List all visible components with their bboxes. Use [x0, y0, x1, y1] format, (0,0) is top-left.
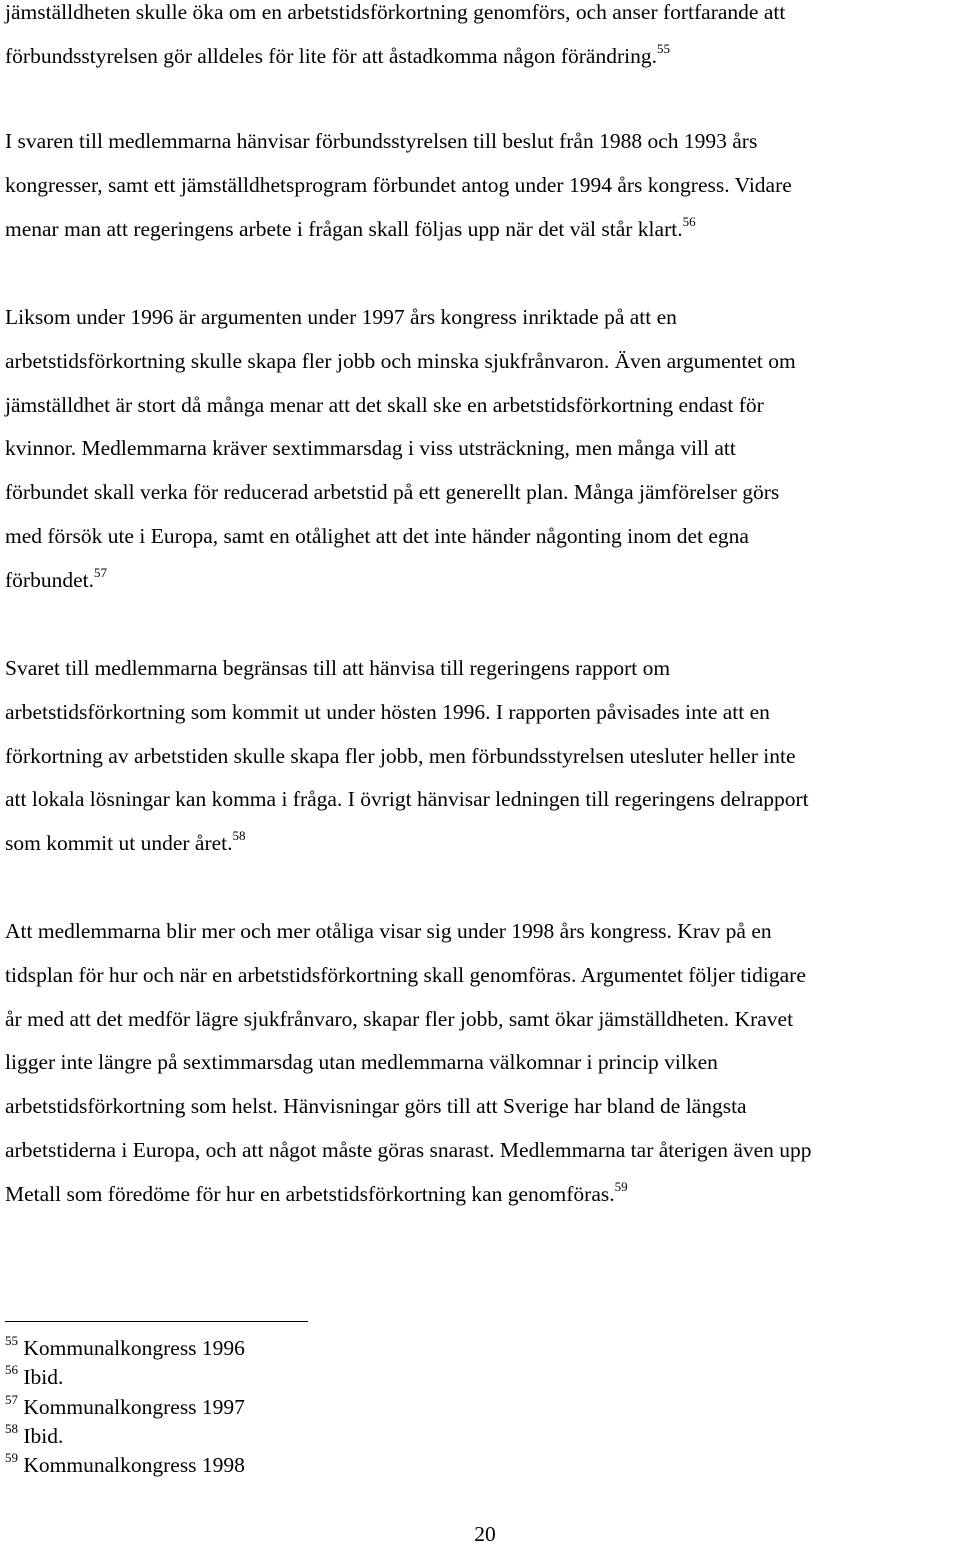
- paragraph-5: [5, 910, 960, 1217]
- paragraph-line: kvinnor. Medlemmarna kräver sextimmarsdag i viss utsträckning, men många vill att: [5, 436, 736, 461]
- footnote-reference[interactable]: 56: [682, 213, 696, 229]
- paragraph-line: förbundet.: [5, 567, 94, 592]
- page-number: 20: [474, 1522, 496, 1546]
- paragraph-line: jämställdheten skulle öka om en arbetstidsförkortning genomförs, och anser fortfarande att: [5, 0, 786, 24]
- paragraph-line: arbetstidsförkortning som helst. Hänvisningar görs till att Sverige har bland de längsta: [5, 1094, 747, 1119]
- paragraph-line: arbetstiderna i Europa, och att något måste göras snarast. Medlemmarna tar återigen även upp: [5, 1137, 812, 1162]
- footnote-text: Ibid.: [23, 1423, 64, 1448]
- footnote-reference[interactable]: 59: [614, 1178, 628, 1194]
- footnote-text: Kommunalkongress 1998: [23, 1453, 245, 1478]
- paragraph-2: [5, 120, 960, 251]
- paragraph-3: [5, 296, 960, 603]
- paragraph-4: [5, 647, 960, 866]
- paragraph-line: förbundet skall verka för reducerad arbetstid på ett generellt plan. Många jämförelser görs: [5, 480, 780, 505]
- footnote-item: [5, 1334, 405, 1363]
- paragraph-line: förbundsstyrelsen gör alldeles för lite för att åstadkomma någon förändring.: [5, 43, 657, 68]
- paragraph-line: arbetstidsförkortning skulle skapa fler jobb och minska sjukfrånvaron. Även argumentet om: [5, 348, 796, 373]
- footnotes-section: [5, 1334, 405, 1480]
- footnote-reference[interactable]: 57: [93, 564, 107, 580]
- paragraph-line: arbetstidsförkortning som kommit ut under hösten 1996. I rapporten påvisades inte att en: [5, 699, 770, 724]
- paragraph-line: Liksom under 1996 är argumenten under 1997 års kongress inriktade på att en: [5, 305, 677, 329]
- footnote-separator: [5, 1321, 308, 1322]
- paragraph-line: ligger inte längre på sextimmarsdag utan medlemmarna välkomnar i princip vilken: [5, 1050, 718, 1075]
- paragraph-line: Att medlemmarna blir mer och mer otåliga visar sig under 1998 års kongress. Krav på en: [5, 919, 772, 943]
- paragraph-line: som kommit ut under året.: [5, 831, 233, 856]
- footnote-number: 58: [5, 1420, 18, 1436]
- footnote-text: Ibid.: [23, 1365, 64, 1390]
- footnote-item: [5, 1393, 405, 1422]
- footnote-item: [5, 1363, 405, 1392]
- footnote-number: 55: [5, 1333, 18, 1348]
- footnote-reference[interactable]: 58: [232, 828, 246, 844]
- paragraph-line: Svaret till medlemmarna begränsas till att hänvisa till regeringens rapport om: [5, 656, 671, 680]
- footnote-text: Kommunalkongress 1996: [23, 1336, 245, 1360]
- paragraph-line: menar man att regeringens arbete i frågan skall följas upp när det väl står klart.: [5, 216, 683, 241]
- paragraph-line: I svaren till medlemmarna hänvisar förbundsstyrelsen till beslut från 1988 och 1993 års: [5, 129, 758, 153]
- footnote-text: Kommunalkongress 1997: [23, 1394, 245, 1419]
- footnote-number: 59: [5, 1450, 18, 1466]
- paragraph-line: att lokala lösningar kan komma i fråga. I övrigt hänvisar ledningen till regeringens delrapport: [5, 787, 809, 812]
- footnote-number: 57: [5, 1391, 18, 1407]
- paragraph-line: med försök ute i Europa, samt en otålighet att det inte händer någonting inom det egna: [5, 523, 749, 548]
- footnote-number: 56: [5, 1362, 18, 1378]
- paragraph-1: [5, 0, 960, 79]
- paragraph-line: kongresser, samt ett jämställdhetsprogram förbundet antog under 1994 års kongress. Vidare: [5, 172, 792, 197]
- paragraph-line: jämställdhet är stort då många menar att det skall ske en arbetstidsförkortning endast för: [5, 392, 764, 417]
- footnote-reference[interactable]: 55: [656, 40, 670, 56]
- footnote-item: [5, 1422, 405, 1451]
- paragraph-line: förkortning av arbetstiden skulle skapa fler jobb, men förbundsstyrelsen utesluter heller inte: [5, 743, 796, 768]
- paragraph-line: år med att det medför lägre sjukfrånvaro, skapar fler jobb, samt ökar jämställdheten. Kravet: [5, 1006, 794, 1031]
- paragraph-line: Metall som föredöme för hur en arbetstidsförkortning kan genomföras.: [5, 1181, 615, 1206]
- footnote-item: [5, 1451, 405, 1480]
- paragraph-line: tidsplan för hur och när en arbetstidsförkortning skall genomföras. Argumentet följer tidigare: [5, 962, 806, 987]
